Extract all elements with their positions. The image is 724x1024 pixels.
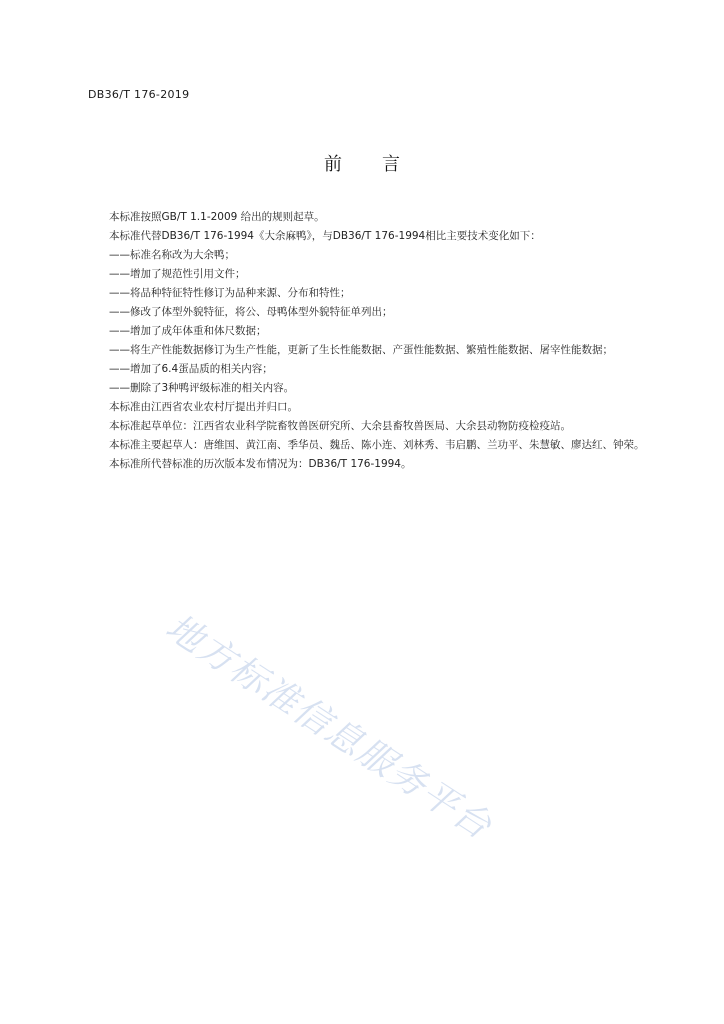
- change-item: ——修改了体型外貌特征，将公、母鸭体型外貌特征单列出；: [109, 306, 393, 318]
- paragraph-drafting-units: 本标准起草单位：江西省农业科学院畜牧兽医研究所、大余县畜牧兽医局、大余县动物防疫检疫站。: [109, 420, 571, 432]
- change-item: ——删除了3种鸭评级标准的相关内容。: [109, 382, 295, 394]
- paragraph-replacement: 本标准代替DB36/T 176-1994《大余麻鸭》，与DB36/T 176-1994相比主要技术变化如下：: [109, 230, 541, 242]
- page-title: 前言: [324, 154, 440, 175]
- paragraph-version-history: 本标准所代替标准的历次版本发布情况为：DB36/T 176-1994。: [109, 458, 412, 470]
- change-item: ——增加了6.4蛋品质的相关内容；: [109, 363, 273, 375]
- change-item: ——将品种特征特性修订为品种来源、分布和特性；: [109, 287, 351, 299]
- change-item: ——增加了成年体重和体尺数据；: [109, 325, 267, 337]
- change-item: ——将生产性能数据修订为生产性能，更新了生长性能数据、产蛋性能数据、繁殖性能数据、屠宰性能数据；: [109, 344, 613, 356]
- paragraph-drafters: 本标准主要起草人：唐维国、黄江南、季华员、魏岳、陈小连、刘林秀、韦启鹏、兰功平、朱慧敏、廖达红、钟荣。: [109, 439, 645, 451]
- foreword-body: [88, 208, 660, 474]
- paragraph-proposer: 本标准由江西省农业农村厅提出并归口。: [109, 401, 298, 413]
- document-code: DB36/T 176-2019: [88, 88, 190, 101]
- watermark-text: 地方标准信息服务平台: [158, 606, 500, 849]
- change-item: ——增加了规范性引用文件；: [109, 268, 246, 280]
- paragraph-drafting-rules: 本标准按照GB/T 1.1-2009 给出的规则起草。: [109, 211, 325, 223]
- change-item: ——标准名称改为大余鸭；: [109, 249, 235, 261]
